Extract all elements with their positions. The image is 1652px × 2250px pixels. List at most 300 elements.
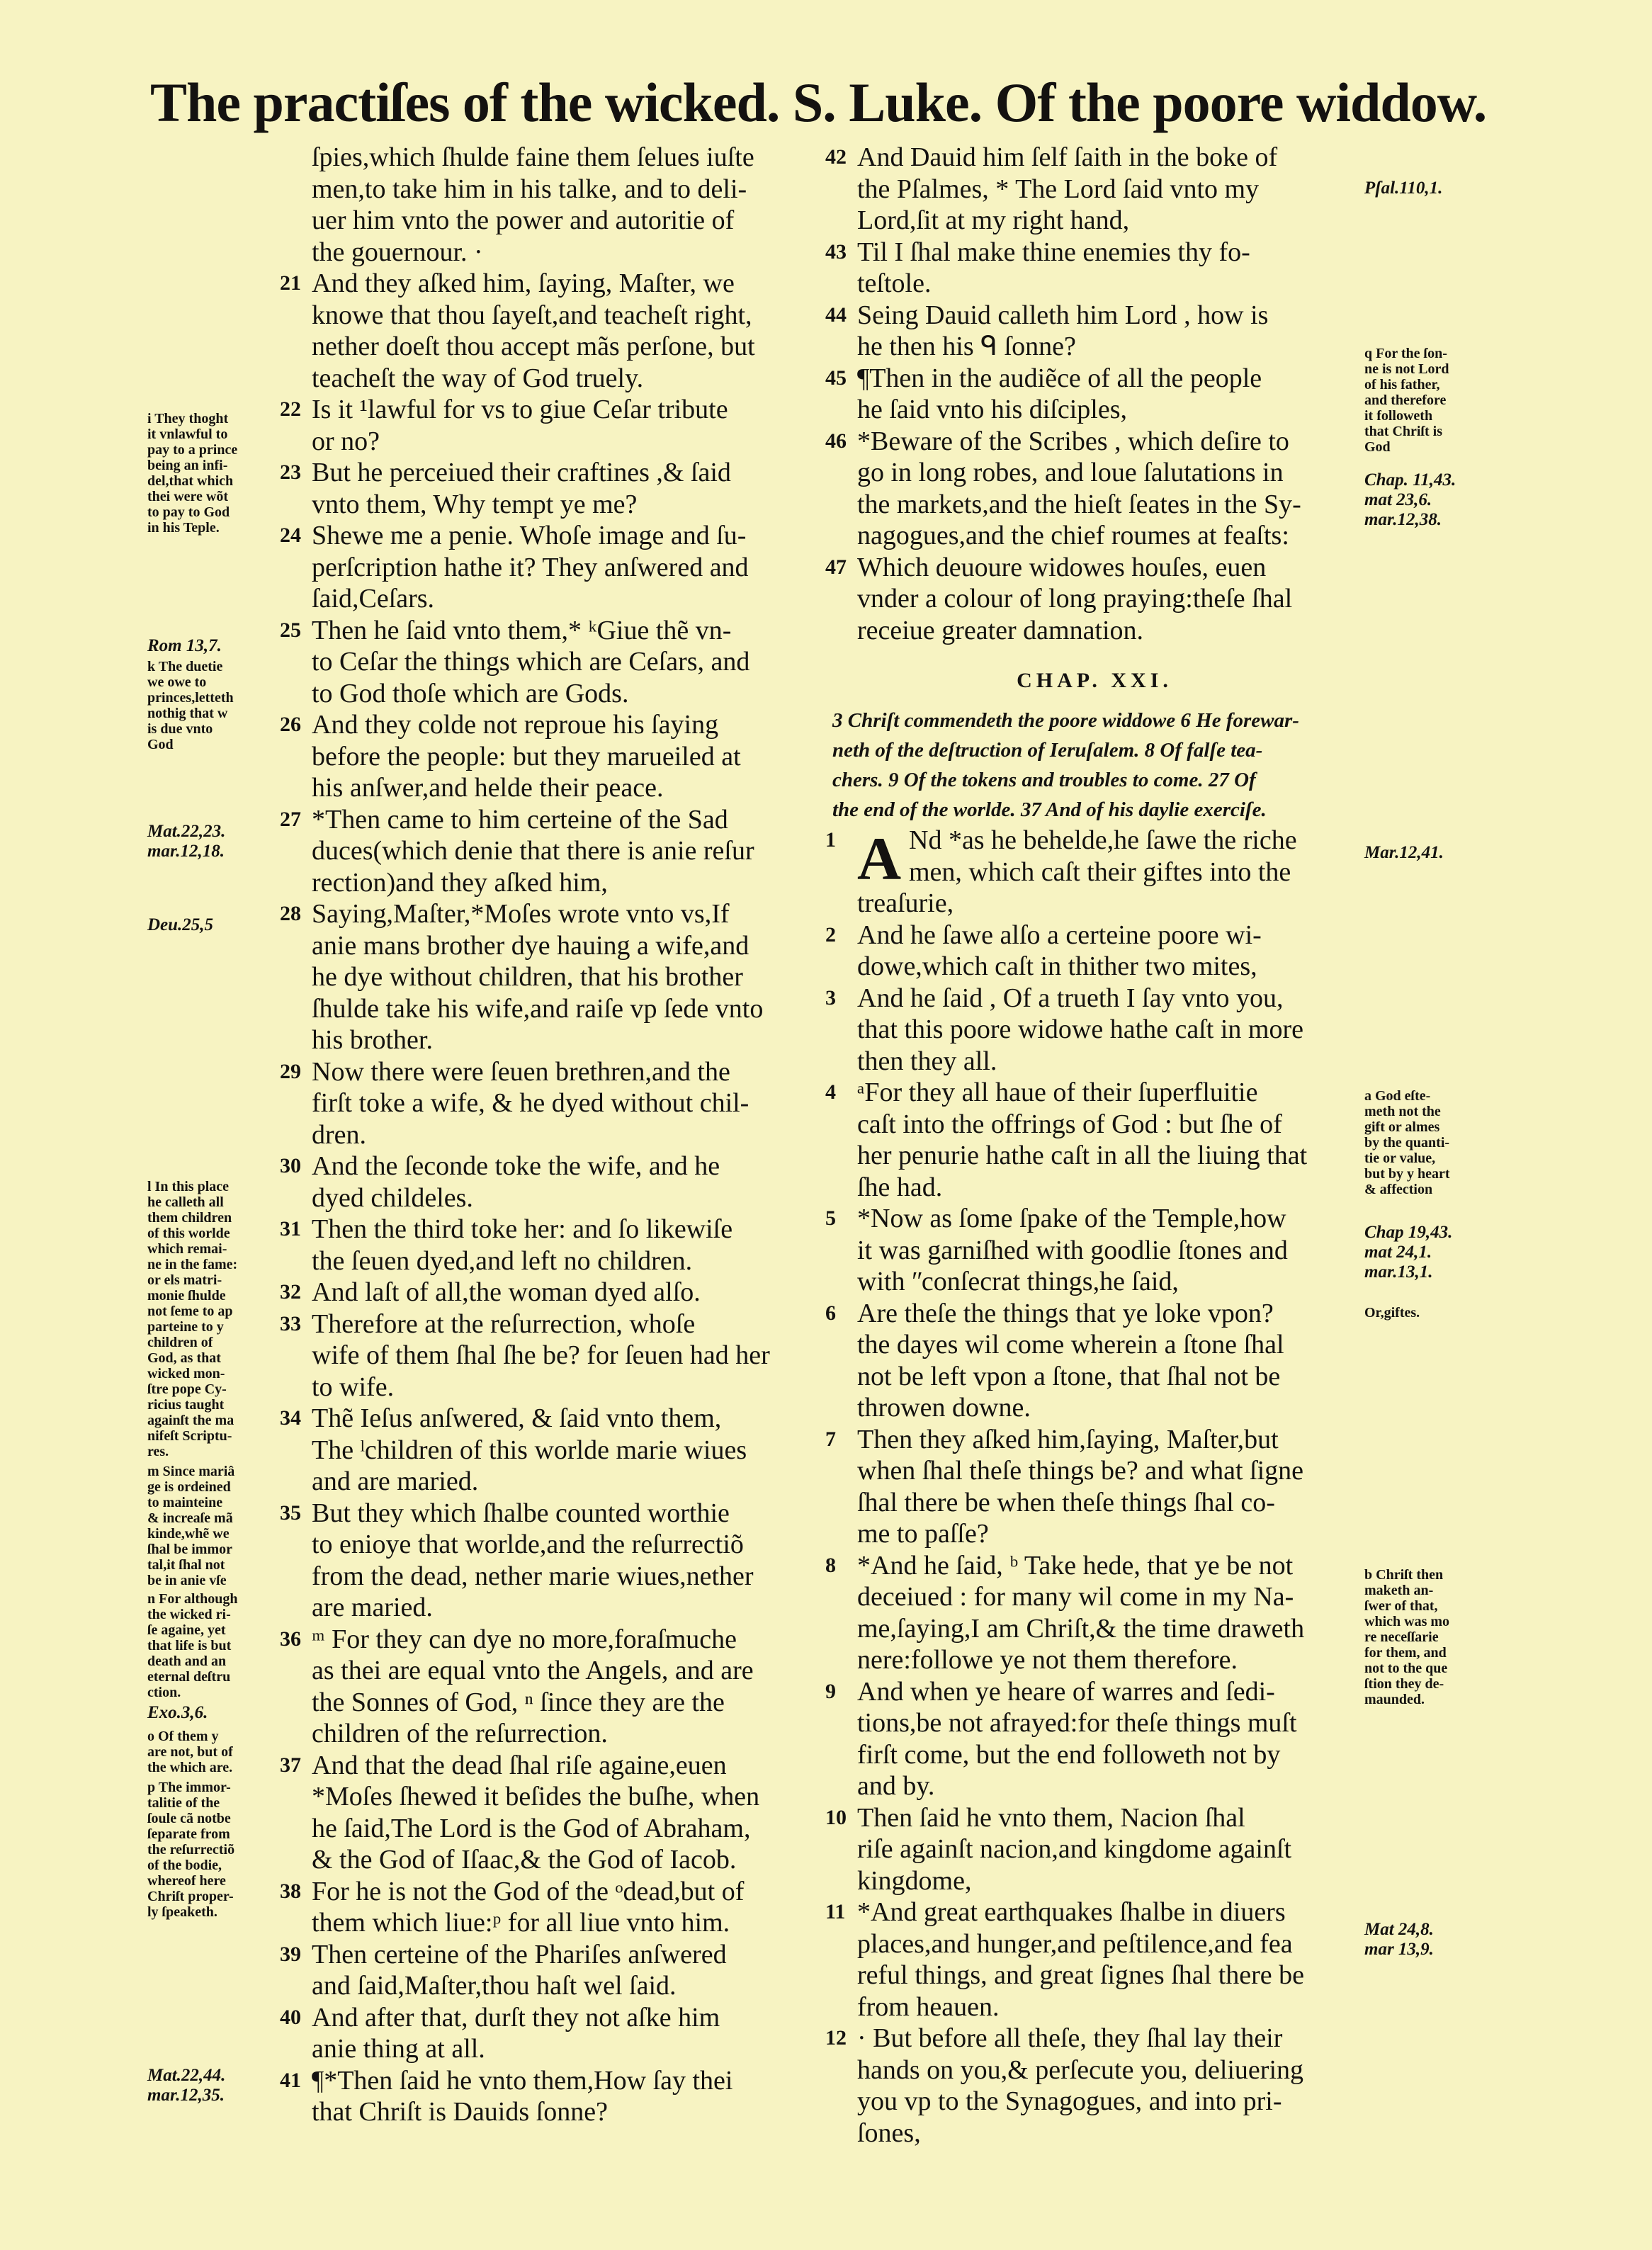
margin-note-line: ſeparate from bbox=[147, 1826, 230, 1842]
verse-line bbox=[825, 583, 1364, 615]
verse-line bbox=[825, 1455, 1364, 1487]
verse-number: 28 bbox=[280, 902, 301, 925]
verse-text: Seing Dauid calleth him Lord , how is bbox=[857, 300, 1269, 330]
verse-number: 47 bbox=[825, 555, 847, 579]
verse-text: hands on you,& perſecute you, deliuering bbox=[857, 2054, 1304, 2085]
margin-note-line: not to the que bbox=[1364, 1661, 1448, 1676]
verse-line bbox=[825, 1865, 1364, 1897]
verse-text: kingdome, bbox=[857, 1865, 972, 1896]
margin-note-line: Mat 24,8. bbox=[1364, 1920, 1434, 1939]
verse-line bbox=[825, 2086, 1364, 2118]
verse-text: and ſaid,Maſter,thou haſt wel ſaid. bbox=[312, 1971, 677, 2001]
verse-line bbox=[280, 1750, 832, 1782]
margin-note-line: b Chriſt then bbox=[1364, 1567, 1444, 1583]
margin-note-b bbox=[1364, 1567, 1449, 1707]
margin-note-line: or els matri- bbox=[147, 1272, 222, 1288]
margin-note-line: del,that which bbox=[147, 473, 234, 489]
verse-text: the Sonnes of God, ⁿ ſince they are the bbox=[312, 1687, 725, 1717]
verse-text: me,ſaying,I am Chriſt,& the time draweth bbox=[857, 1613, 1305, 1644]
margin-ref-chap19 bbox=[1364, 1223, 1452, 1282]
verse-text: men,to take him in his talke, and to deli- bbox=[312, 174, 747, 204]
margin-note-i bbox=[147, 411, 237, 536]
margin-note-line: them children bbox=[147, 1210, 232, 1226]
verse-line bbox=[280, 867, 832, 899]
verse-text: For he is not the God of the ᵒdead,but of bbox=[312, 1876, 745, 1906]
verse-line bbox=[280, 898, 832, 930]
margin-note-line: ſoule cã notbe bbox=[147, 1811, 231, 1826]
margin-note-line: l In this place bbox=[147, 1179, 230, 1194]
verse-text: And laſt of all,the woman dyed alſo. bbox=[312, 1277, 701, 1307]
verse-text: Shewe me a penie. Whoſe image and ſu- bbox=[312, 521, 747, 550]
verse-text: & the God of Iſaac,& the God of Iacob. bbox=[312, 1845, 737, 1875]
verse-line bbox=[825, 1613, 1364, 1645]
verse-text: that this poore widowe hathe caſt in more bbox=[857, 1014, 1303, 1044]
margin-ref-mat22-44 bbox=[147, 2066, 225, 2105]
verse-text: · But before all theſe, they ſhal lay their bbox=[857, 2023, 1283, 2053]
verse-number: 2 bbox=[825, 922, 836, 946]
margin-note-line: the wicked ri- bbox=[147, 1607, 231, 1622]
margin-note-line: he calleth all bbox=[147, 1194, 224, 1210]
verse-line bbox=[280, 457, 832, 489]
verse-text: *And he ſaid, ᵇ Take hede, that ye be not bbox=[857, 1550, 1294, 1581]
margin-note-line: k The duetie bbox=[147, 659, 223, 674]
verse-text: he then his ᑫ ſonne? bbox=[857, 332, 1076, 361]
verse-line bbox=[280, 1781, 832, 1813]
verse-text: *Then came to him certeine of the Sad bbox=[312, 804, 728, 835]
verse-line bbox=[825, 1518, 1364, 1550]
margin-note-line: the reſurrectiõ bbox=[147, 1842, 235, 1858]
verse-number: 3 bbox=[825, 985, 836, 1010]
margin-note-l bbox=[147, 1179, 237, 1459]
verse-text: or no? bbox=[312, 426, 380, 456]
verse-line bbox=[825, 1770, 1364, 1802]
verse-line bbox=[825, 1046, 1364, 1078]
margin-note-line: is due vnto bbox=[147, 721, 213, 737]
verse-text: riſe againſt nacion,and kingdome againſt bbox=[857, 1834, 1292, 1864]
verse-text: them which liue:ᵖ for all liue vnto him. bbox=[312, 1908, 730, 1938]
margin-note-line: parteine to y bbox=[147, 1319, 224, 1335]
verse-number: 12 bbox=[825, 2026, 847, 2050]
verse-line bbox=[825, 1109, 1364, 1141]
verse-line bbox=[825, 951, 1364, 983]
verse-text: places,and hunger,and peſtilence,and fea bbox=[857, 1928, 1293, 1959]
verse-line bbox=[825, 426, 1364, 458]
margin-note-line: for them, and bbox=[1364, 1645, 1447, 1661]
margin-note-line: princes,letteth bbox=[147, 690, 234, 706]
margin-note-line: n For although bbox=[147, 1591, 238, 1607]
verse-text: perſcription hathe it? They anſwered and bbox=[312, 552, 749, 582]
verse-line bbox=[825, 1739, 1364, 1771]
verse-line bbox=[825, 520, 1364, 552]
margin-note-line: which remai- bbox=[147, 1241, 227, 1257]
verse-text: ſpies,which ſhulde faine them ſelues iuſte bbox=[312, 142, 754, 172]
verse-number: 37 bbox=[280, 1753, 301, 1777]
verse-line bbox=[280, 426, 832, 458]
verse-number: 11 bbox=[825, 1900, 846, 1923]
verse-text: reful things, and great ſignes ſhal there be bbox=[857, 1960, 1305, 1990]
verse-line bbox=[825, 457, 1364, 489]
verse-text: Now there were ſeuen brethren,and the bbox=[312, 1056, 730, 1087]
verse-line bbox=[280, 1561, 832, 1593]
margin-note-line: death and an bbox=[147, 1653, 227, 1669]
verse-line bbox=[280, 1529, 832, 1561]
verse-number: 41 bbox=[280, 2068, 301, 2092]
verse-line bbox=[280, 1592, 832, 1624]
margin-note-line: ne in the fame: bbox=[147, 1257, 238, 1272]
verse-number: 29 bbox=[280, 1059, 301, 1083]
verse-text: ſones, bbox=[857, 2118, 921, 2148]
verse-text: not be left vpon a ſtone, that ſhal not be bbox=[857, 1361, 1281, 1391]
margin-note-line: ge is ordeined bbox=[147, 1479, 231, 1495]
verse-line bbox=[825, 1014, 1364, 1046]
verse-text: from heauen. bbox=[857, 1991, 1000, 2022]
verse-text: Saying,Maſter,*Moſes wrote vnto vs,If bbox=[312, 899, 730, 929]
verse-line bbox=[280, 1308, 832, 1340]
margin-note-line: nothig that w bbox=[147, 706, 228, 721]
verse-line bbox=[825, 2023, 1364, 2054]
verse-line bbox=[280, 961, 832, 993]
verse-line bbox=[280, 1718, 832, 1750]
verse-text: ᵃFor they all haue of their ſuperfluitie bbox=[857, 1078, 1258, 1107]
verse-line bbox=[280, 1372, 832, 1403]
drop-cap: A bbox=[857, 825, 902, 893]
verse-number: 43 bbox=[825, 239, 847, 264]
margin-note-line: God bbox=[147, 737, 174, 752]
verse-line bbox=[280, 1687, 832, 1719]
margin-ref-chap11 bbox=[1364, 470, 1456, 530]
verse-line bbox=[825, 2118, 1364, 2149]
margin-note-line: Chap 19,43. bbox=[1364, 1223, 1453, 1242]
verse-text: *Now as ſome ſpake of the Temple,how bbox=[857, 1204, 1286, 1233]
verse-text: Is it ¹lawful for vs to giue Ceſar tribute bbox=[312, 395, 728, 424]
margin-note-line: maunded. bbox=[1364, 1692, 1425, 1707]
margin-note-line: talitie of the bbox=[147, 1795, 220, 1811]
verse-line bbox=[825, 1991, 1364, 2023]
verse-line bbox=[280, 331, 832, 363]
verse-line bbox=[280, 1087, 832, 1119]
verse-text: Then the third toke her: and ſo likewiſe bbox=[312, 1214, 733, 1244]
verse-number: 8 bbox=[825, 1553, 836, 1577]
verse-line bbox=[280, 1214, 832, 1245]
verse-text: as thei are equal vnto the Angels, and are bbox=[312, 1656, 754, 1685]
margin-note-line: God bbox=[1364, 439, 1391, 455]
verse-number: 36 bbox=[280, 1627, 301, 1651]
verse-text: Then certeine of the Phariſes anſwered bbox=[312, 1939, 727, 1969]
verse-text: anie thing at all. bbox=[312, 2034, 485, 2064]
verse-text: ſhal there be when theſe things ſhal co- bbox=[857, 1487, 1275, 1517]
verse-line bbox=[825, 1172, 1364, 1204]
margin-note-line: kinde,whẽ we bbox=[147, 1526, 230, 1542]
verse-text: Thẽ Ieſus anſwered, & ſaid vnto them, bbox=[312, 1403, 722, 1433]
verse-text: Nd *as he behelde,he ſawe the riche bbox=[909, 825, 1297, 855]
margin-note-line: it followeth bbox=[1364, 408, 1433, 424]
margin-note-line: mat 23,6. bbox=[1364, 490, 1432, 509]
verse-number: 44 bbox=[825, 303, 847, 327]
margin-note-line: it vnlawful to bbox=[147, 426, 228, 442]
margin-note-line: but by y heart bbox=[1364, 1166, 1450, 1182]
verse-text: And he ſawe alſo a certeine poore wi- bbox=[857, 920, 1262, 950]
verse-line bbox=[825, 394, 1364, 426]
verse-line bbox=[280, 142, 832, 174]
verse-number: 32 bbox=[280, 1280, 301, 1304]
margin-note-line: mar 13,9. bbox=[1364, 1940, 1434, 1959]
chapter-heading: CHAP. XXI. bbox=[1017, 669, 1172, 692]
margin-note-line: ſwer of that, bbox=[1364, 1598, 1438, 1614]
margin-note-line: by the quanti- bbox=[1364, 1135, 1450, 1151]
margin-note-line: which was mo bbox=[1364, 1614, 1450, 1629]
verse-number: 24 bbox=[280, 524, 301, 547]
margin-note-line: mar.12,35. bbox=[147, 2086, 225, 2105]
margin-note-line: be in anie vſe bbox=[147, 1573, 227, 1588]
margin-note-line: and therefore bbox=[1364, 392, 1447, 408]
verse-line bbox=[825, 552, 1364, 584]
margin-note-line: mar.13,1. bbox=[1364, 1262, 1433, 1282]
verse-line bbox=[280, 1466, 832, 1498]
verse-text: uer him vnto the power and autoritie of bbox=[312, 205, 735, 235]
verse-text: wife of them ſhal ſhe be? for ſeuen had her bbox=[312, 1340, 770, 1370]
verse-line bbox=[280, 2002, 832, 2034]
verse-text: And that the dead ſhal riſe againe,euen bbox=[312, 1750, 727, 1780]
chapter-summary bbox=[825, 706, 1364, 825]
verse-text: when ſhal theſe things be? and what ſigne bbox=[857, 1456, 1303, 1486]
verse-line bbox=[280, 2033, 832, 2065]
verse-text: But they which ſhalbe counted worthie bbox=[312, 1498, 730, 1528]
margin-ref-exo: Exo.3,6. bbox=[147, 1703, 208, 1722]
margin-note-line: re neceſſarie bbox=[1364, 1629, 1439, 1645]
margin-note-line: not ſeme to ap bbox=[147, 1304, 233, 1319]
verse-number: 27 bbox=[280, 807, 301, 831]
verse-text: dowe,which caſt in thither two mites, bbox=[857, 951, 1257, 981]
verse-text: the ſeuen dyed,and left no children. bbox=[312, 1245, 693, 1276]
verse-line bbox=[280, 394, 832, 426]
verse-text: teſtole. bbox=[857, 268, 932, 298]
margin-note-line: tie or value, bbox=[1364, 1151, 1436, 1166]
margin-note-line: p The immor- bbox=[147, 1780, 231, 1795]
verse-text: And the ſeconde toke the wife, and he bbox=[312, 1151, 720, 1181]
verse-line bbox=[280, 1970, 832, 2002]
verse-text: he dye without children, that his brother bbox=[312, 962, 743, 992]
margin-note-m bbox=[147, 1464, 234, 1588]
verse-text: deceiued : for many wil come in my Na- bbox=[857, 1582, 1294, 1612]
verse-line bbox=[280, 1151, 832, 1182]
verse-line bbox=[280, 268, 832, 300]
margin-note-line: ſe againe, yet bbox=[147, 1622, 226, 1638]
margin-note-q bbox=[1364, 346, 1449, 455]
verse-line bbox=[280, 1119, 832, 1151]
verse-line bbox=[280, 709, 832, 741]
verse-text: ᵐ For they can dye no more,foraſmuche bbox=[312, 1624, 737, 1654]
margin-note-n bbox=[147, 1591, 237, 1700]
verse-text: knowe that thou ſayeſt,and teacheſt right, bbox=[312, 300, 752, 330]
verse-line bbox=[280, 1813, 832, 1845]
verse-text: his anſwer,and helde their peace. bbox=[312, 773, 664, 803]
verse-line bbox=[280, 1403, 832, 1435]
verse-text: me to paſſe? bbox=[857, 1519, 989, 1549]
verse-line bbox=[825, 1960, 1364, 1991]
verse-line bbox=[825, 237, 1364, 268]
margin-note-line: Chriſt proper- bbox=[147, 1889, 234, 1904]
verse-text: you vp to the Synagogues, and into pri- bbox=[857, 2086, 1282, 2116]
verse-line bbox=[280, 300, 832, 332]
verse-text: And he ſaid , Of a trueth I ſay vnto you, bbox=[857, 983, 1284, 1013]
verse-number: 34 bbox=[280, 1406, 301, 1430]
verse-line bbox=[825, 142, 1364, 174]
margin-note-k bbox=[147, 659, 234, 752]
verse-line bbox=[280, 741, 832, 773]
margin-note-line: whereof here bbox=[147, 1873, 226, 1889]
verse-text: the gouernour. · bbox=[312, 237, 483, 267]
margin-note-line: eternal deſtru bbox=[147, 1669, 231, 1685]
verse-text: And Dauid him ſelf ſaith in the boke of bbox=[857, 142, 1278, 172]
verse-line bbox=[280, 1939, 832, 1971]
margin-note-line: the which are. bbox=[147, 1760, 233, 1775]
verse-number: 35 bbox=[280, 1500, 301, 1525]
verse-line bbox=[825, 1203, 1364, 1235]
margin-note-line: mat 24,1. bbox=[1364, 1243, 1432, 1262]
verse-number: 4 bbox=[825, 1080, 836, 1104]
verse-line bbox=[825, 1392, 1364, 1424]
margin-note-line: of the bodie, bbox=[147, 1858, 222, 1873]
margin-note-line: i They thoght bbox=[147, 411, 229, 426]
verse-text: The ˡchildren of this worlde marie wiues bbox=[312, 1435, 747, 1465]
verse-text: rection)and they aſked him, bbox=[312, 867, 608, 898]
verse-text: treaſurie, bbox=[857, 888, 954, 918]
margin-note-line: res. bbox=[147, 1444, 169, 1459]
verse-line bbox=[825, 489, 1364, 521]
margin-note-gifts: Or,giftes. bbox=[1364, 1305, 1420, 1321]
verse-line bbox=[825, 920, 1364, 951]
verse-text: tions,be not afrayed:for theſe things muſt bbox=[857, 1708, 1297, 1738]
verse-line bbox=[825, 888, 1364, 920]
margin-note-line: ne is not Lord bbox=[1364, 361, 1449, 377]
verse-line bbox=[825, 363, 1364, 395]
margin-note-line: againſt the ma bbox=[147, 1413, 234, 1428]
verse-text: Til I ſhal make thine enemies thy fo- bbox=[857, 237, 1250, 267]
verse-line bbox=[280, 1340, 832, 1372]
margin-note-line: pay to a prince bbox=[147, 442, 238, 458]
verse-line bbox=[825, 1676, 1364, 1708]
margin-note-line: that Chriſt is bbox=[1364, 424, 1442, 439]
verse-text: Then he ſaid vnto them,* ᵏGiue thẽ vn- bbox=[312, 615, 732, 645]
verse-text: ſhe had. bbox=[857, 1172, 943, 1202]
margin-note-line: nifeſt Scriptu- bbox=[147, 1428, 232, 1444]
verse-number: 7 bbox=[825, 1427, 836, 1451]
verse-line bbox=[280, 930, 832, 962]
verse-text: And when ye heare of warres and ſedi- bbox=[857, 1676, 1275, 1707]
verse-line bbox=[825, 1487, 1364, 1519]
verse-line bbox=[280, 237, 832, 268]
verse-line bbox=[825, 857, 1364, 888]
verse-number: 33 bbox=[280, 1311, 301, 1335]
verse-text: men, which caſt their giftes into the bbox=[909, 857, 1291, 887]
verse-line bbox=[280, 1844, 832, 1876]
verse-number: 46 bbox=[825, 429, 847, 453]
verse-line bbox=[280, 1498, 832, 1530]
verse-line bbox=[280, 993, 832, 1025]
verse-line bbox=[280, 2065, 832, 2097]
verse-text: But he perceiued their craftines ,& ſaid bbox=[312, 458, 731, 487]
running-head: The practiſes of the wicked. S. Luke. Of the poore widdow. bbox=[150, 72, 1487, 133]
verse-number: 30 bbox=[280, 1154, 301, 1177]
verse-line bbox=[280, 1624, 832, 1656]
verse-line bbox=[825, 1707, 1364, 1739]
verse-text: ſaid,Ceſars. bbox=[312, 584, 435, 614]
verse-text: his brother. bbox=[312, 1025, 433, 1055]
verse-text: before the people: but they marueiled at bbox=[312, 741, 741, 771]
verse-line bbox=[825, 1581, 1364, 1613]
margin-ref-mat22-23 bbox=[147, 822, 225, 861]
margin-note-line: & affection bbox=[1364, 1182, 1433, 1197]
verse-text: her penurie hathe caſt in all the liuing that bbox=[857, 1141, 1308, 1170]
verse-number: 26 bbox=[280, 713, 301, 736]
verse-line bbox=[825, 825, 1364, 857]
verse-text: And they aſked him, ſaying, Maſter, we bbox=[312, 268, 735, 298]
verse-text: to wife. bbox=[312, 1372, 395, 1402]
margin-note-line: being an infi- bbox=[147, 458, 228, 473]
margin-note-o bbox=[147, 1729, 233, 1775]
verse-number: 1 bbox=[825, 828, 836, 852]
verse-text: caſt into the offrings of God : but ſhe of bbox=[857, 1109, 1282, 1139]
verse-line bbox=[280, 552, 832, 584]
verse-text: and by. bbox=[857, 1771, 935, 1801]
verse-line bbox=[280, 1245, 832, 1277]
verse-line bbox=[280, 772, 832, 804]
verse-text: dyed childeles. bbox=[312, 1182, 473, 1213]
margin-note-line: ſtion they de- bbox=[1364, 1676, 1444, 1692]
verse-text: then they all. bbox=[857, 1046, 997, 1076]
verse-line bbox=[280, 804, 832, 836]
right-column-top-verses bbox=[825, 142, 1364, 646]
margin-note-line: ſhal be immor bbox=[147, 1542, 232, 1557]
verse-text: with ʺconſecrat things,he ſaid, bbox=[857, 1267, 1179, 1296]
summary-line: 3 Chriſt commendeth the poore widdowe 6 He forewar- bbox=[832, 709, 1299, 732]
verse-line bbox=[825, 1833, 1364, 1865]
margin-note-line: gift or almes bbox=[1364, 1119, 1440, 1135]
margin-note-line: ricius taught bbox=[147, 1397, 225, 1413]
verse-text: firſt toke a wife, & he dyed without chil- bbox=[312, 1088, 749, 1118]
verse-line bbox=[825, 174, 1364, 205]
margin-note-line: of this worlde bbox=[147, 1226, 230, 1241]
verse-line bbox=[280, 1655, 832, 1687]
verse-text: Then ſaid he vnto them, Nacion ſhal bbox=[857, 1802, 1245, 1833]
margin-note-line: thei were wõt bbox=[147, 489, 229, 504]
verse-line bbox=[280, 835, 832, 867]
chapter-21-verses bbox=[825, 825, 1364, 2149]
verse-number: 6 bbox=[825, 1301, 836, 1325]
verse-line bbox=[825, 1235, 1364, 1267]
verse-text: nagogues,and the chief roumes at feaſts: bbox=[857, 521, 1289, 550]
verse-line bbox=[280, 2096, 832, 2128]
verse-line bbox=[825, 331, 1364, 363]
verse-line bbox=[280, 1024, 832, 1056]
margin-note-line: in his Teple. bbox=[147, 520, 220, 536]
margin-note-line: o Of them y bbox=[147, 1729, 219, 1744]
verse-text: ¶*Then ſaid he vnto them,How ſay thei bbox=[312, 2065, 733, 2096]
margin-note-line: meth not the bbox=[1364, 1104, 1441, 1119]
margin-ref-mat24 bbox=[1364, 1920, 1434, 1960]
margin-note-line: ction. bbox=[147, 1685, 181, 1700]
margin-note-p bbox=[147, 1780, 234, 1920]
verse-line bbox=[825, 205, 1364, 237]
margin-note-line: tal,it ſhal not bbox=[147, 1557, 225, 1573]
verse-line bbox=[825, 1329, 1364, 1361]
verse-line bbox=[825, 1896, 1364, 1928]
verse-line bbox=[825, 1424, 1364, 1456]
verse-line bbox=[825, 300, 1364, 332]
summary-line: chers. 9 Of the tokens and troubles to come. 27 Of bbox=[832, 769, 1256, 791]
verse-text: he ſaid vnto his diſciples, bbox=[857, 395, 1128, 424]
verse-line bbox=[280, 583, 832, 615]
